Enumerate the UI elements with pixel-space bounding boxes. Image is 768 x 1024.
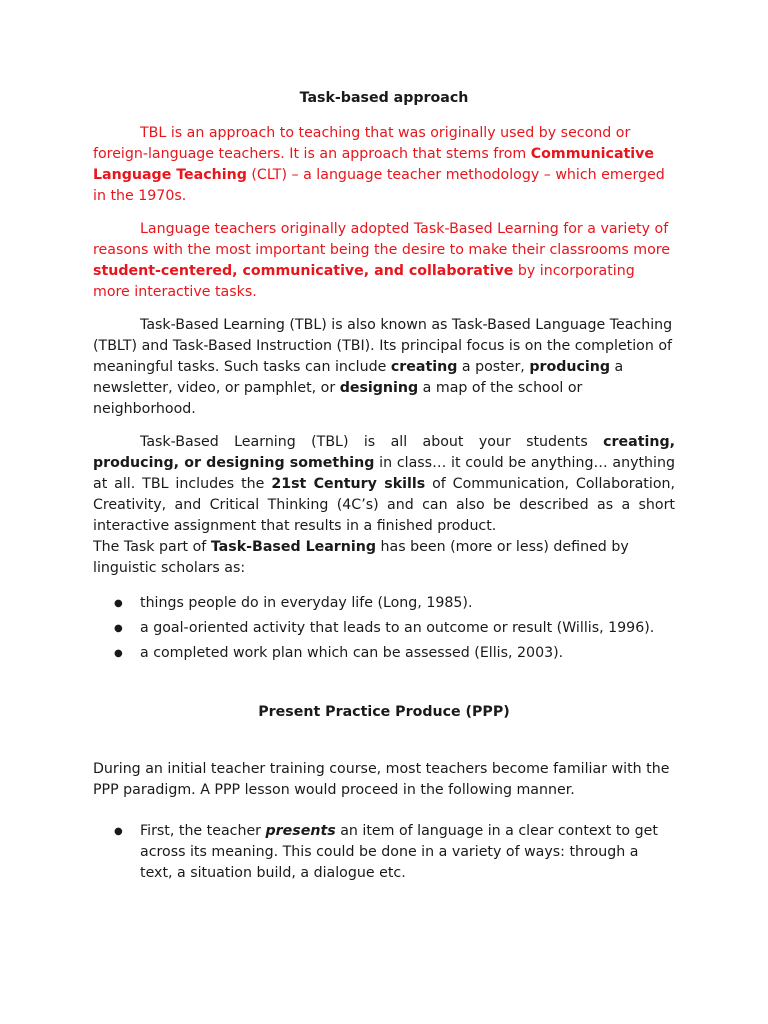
text-run: Task-Based Learning (TBL) is also known as Task-Based Language Teaching (TBLT) and Task-Based Instruction (TBI). Its principal focus is on the completion of meaningful tasks. Such tasks can include [93,317,673,375]
paragraph-tbl-adoption [93,219,675,303]
text-run: Language teachers originally adopted Task-Based Learning for a variety of reasons with the most important being the desire to make their classrooms more [93,221,671,258]
paragraph-tbl-skills [93,432,675,537]
list-item [93,643,675,664]
bold-text-run: Task-Based Learning [210,539,377,555]
text-run: in class… it could be anything… anything at all. TBL includes the [93,455,675,492]
paragraph-task-definition-intro [93,537,675,579]
bold-text-run: producing [529,359,611,375]
ppp-steps-list [93,821,675,884]
list-item [93,593,675,614]
document-content [93,88,675,888]
bullet-icon: ● [114,648,123,659]
bullet-icon: ● [114,598,123,609]
list-item-text: things people do in everyday life (Long, 1985). [140,595,473,611]
bold-text-run: creating, producing, or designing something [93,434,675,471]
text-run: TBL is an approach to teaching that was originally used by second or foreign-language teachers. It is an approach that stems from [93,125,631,162]
text-run: (CLT) – a language teacher methodology – which emerged in the 1970s. [93,167,665,204]
text-run: First, the teacher [140,823,266,839]
bullet-icon: ● [114,826,123,837]
bold-text-run: Communicative Language Teaching [93,146,655,183]
bold-italic-text-run: presents [265,823,336,839]
task-definition-list [93,593,675,664]
paragraph-tbl-aliases [93,315,675,420]
list-item [93,618,675,639]
list-item-text: a completed work plan which can be assessed (Ellis, 2003). [140,645,564,661]
text-run: has been (more or less) defined by linguistic scholars as: [93,539,629,576]
text-run: The Task part of [93,539,211,555]
text-run: a poster, [457,359,530,375]
bold-text-run: student-centered, communicative, and collaborative [93,263,514,279]
section-title-ppp: Present Practice Produce (PPP) [258,704,510,720]
text-run: a map of the school or neighborhood. [93,380,583,417]
bold-text-run: creating [390,359,458,375]
paragraph-ppp-intro: During an initial teacher training course, most teachers become familiar with the PPP paradigm. A PPP lesson would proceed in the following manner. [93,761,670,798]
text-run: of Communication, Collaboration, Creativity, and Critical Thinking (4C’s) and can also be described as a short interactive assignment that results in a finished product. [93,476,675,534]
bullet-icon: ● [114,623,123,634]
bold-text-run: designing [339,380,419,396]
paragraph-tbl-definition [93,123,675,207]
list-item-text: a goal-oriented activity that leads to an outcome or result (Willis, 1996). [140,620,655,636]
bold-text-run: 21st Century skills [271,476,426,492]
text-run: by incorporating more interactive tasks. [93,263,635,300]
text-run: Task-Based Learning (TBL) is all about your students [140,434,604,450]
text-run: a newsletter, video, or pamphlet, or [93,359,624,396]
list-item [93,821,675,884]
text-run: an item of language in a clear context to get across its meaning. This could be done in a variety of ways: through a text, a situation build, a dialogue etc. [140,823,658,881]
document-title: Task-based approach [299,90,469,106]
